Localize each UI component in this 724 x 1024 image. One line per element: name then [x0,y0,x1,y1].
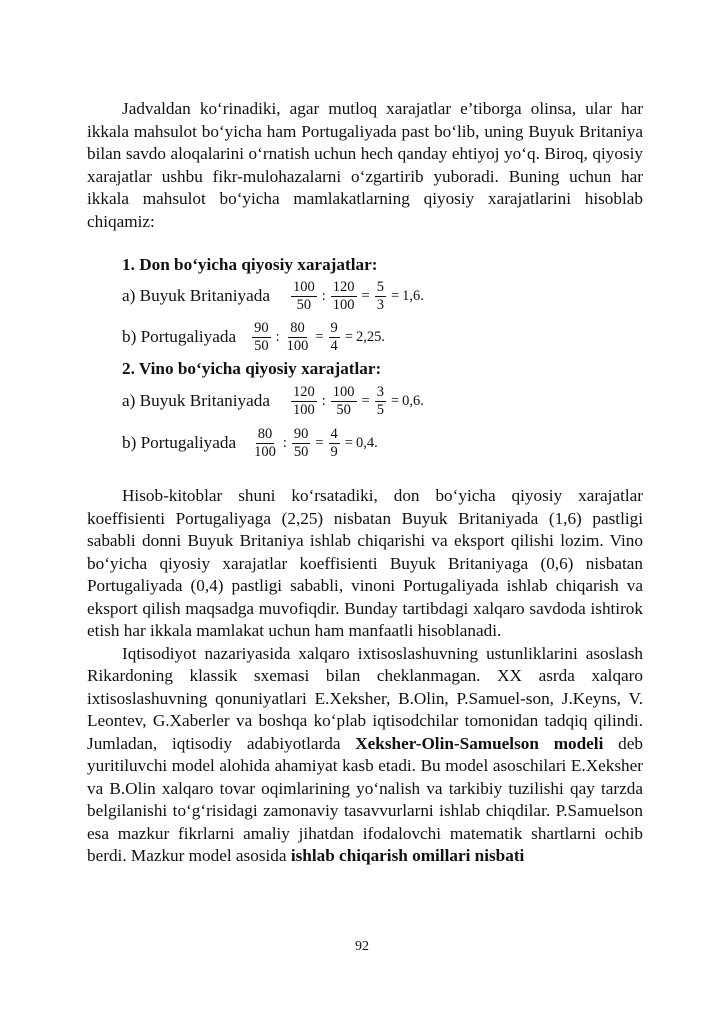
bold-term: ishlab chiqarish omillari nisbati [290,846,525,865]
section-grain-heading: 1. Don bo‘yicha qiyosiy xarajatlar: [122,255,378,274]
formula-grain-britain [87,276,643,316]
paragraph-intro: Jadvaldan ko‘rinadiki, agar mutloq xarajatlar e’tiborga olinsa, ular har ikkala mahsulot bo‘yicha ham Portugaliyada past bo‘lib, uning Buyuk Britaniya bilan savdo aloqalarini o‘rnatish uchun hech qanday ehtiyoj yo‘q. Biroq, qiyosiy xarajatlar ushbu fikr-mulohazalarni o‘zgartirib yuboradi. Buning uchun har ikkala mahsulot bo‘yicha mamlakatlarning qiyosiy xarajatlarini hisoblab chiqamiz: [87,99,643,231]
section-wine-heading: 2. Vino bo‘yicha qiyosiy xarajatlar: [122,359,382,378]
page-number: 92 [355,939,369,954]
formula-result: 0,4 [355,434,375,451]
formula-label: a) Buyuk Britaniyada [122,285,270,305]
formula-expression: $\frac{120}{100}$ : $\frac{100}{50}$ = $\frac{3}{5}$ = 0,6 . [292,383,424,418]
formula-label: b) Portugaliyada [122,432,237,452]
formula-result: 1,6 [402,287,421,304]
formula-result: 0,6 [402,392,421,409]
paragraph-theory: Iqtisodiyot nazariyasida xalqaro ixtisoslashuvning ustunliklarini asoslash Rikardoning klassik sxemasi bilan cheklanmagan. XX asrda xalqaro ixtisoslashuvning qonuniyatlari E.Xeksher, B.Olin, P.Samuel-son, J.Keyns, V. Leontev, G.Xaberler va boshqa ko‘plab iqtisodchilar tomonidan tadqiq qilindi. Jumladan, iqtisodiy adabiyotlarda Xeksher-Olin-Samuelson modeli deb yuritiluvchi model alohida ahamiyat kasb etadi. Bu model asoschilari E.Xeksher va B.Olin xalqaro tovar oqimlarining yo‘nalish va tarkibiy tuzilishi qay tarzda belgilanishi to‘g‘risidagi zamonaviy tasavvurlarni ishlab chiqdilar. P.Samuelson esa mazkur fikrlarni amaliy jihatdan ifodalovchi matematik shartlarni ochib berdi. Mazkur model asosida ishlab chiqarish omillari nisbati [87,643,643,865]
formula-label: b) Portugaliyada [122,326,237,346]
formula-expression: $\frac{80}{100}$ : $\frac{90}{50}$ = $\frac{4}{9}$ = 0,4 . [254,425,378,460]
page-content [87,98,643,868]
formula-wine-britain [87,380,643,422]
paragraph-conclusion: Hisob-kitoblar shuni ko‘rsatadiki, don bo‘yicha qiyosiy xarajatlar koeffisienti Portugaliyaga (2,25) nisbatan Buyuk Britaniyada (1,6) pastligi sababli donni Buyuk Britaniya ishlab chiqarishi va eksport qilishi lozim. Vino bo‘yicha qiyosiy xarajatlar koeffisienti Buyuk Britaniyaga (0,6) nisbatan Portugaliyada (0,4) pastligi sababli, vinoni Portugaliyada ishlab chiqarish va eksport qilish maqsadga muvofiqdir. Bunday tartibdagi xalqaro savdoda ishtirok etish har ikkala mamlakat uchun ham manfaatli hisoblanadi. [87,486,643,640]
formula-wine-portugal [87,422,643,464]
bold-term: Xeksher-Olin-Samuelson modeli [355,733,604,753]
formula-label: a) Buyuk Britaniyada [122,390,270,410]
formula-expression: $\frac{90}{50}$ : $\frac{80}{100}$ = $\frac{9}{4}$ = 2,25 . [254,319,385,354]
formula-expression: $\frac{100}{50}$ : $\frac{120}{100}$ = $\frac{5}{3}$ = 1,6 . [292,278,424,313]
formula-grain-portugal [87,316,643,358]
formula-result: 2,25 [355,328,382,345]
